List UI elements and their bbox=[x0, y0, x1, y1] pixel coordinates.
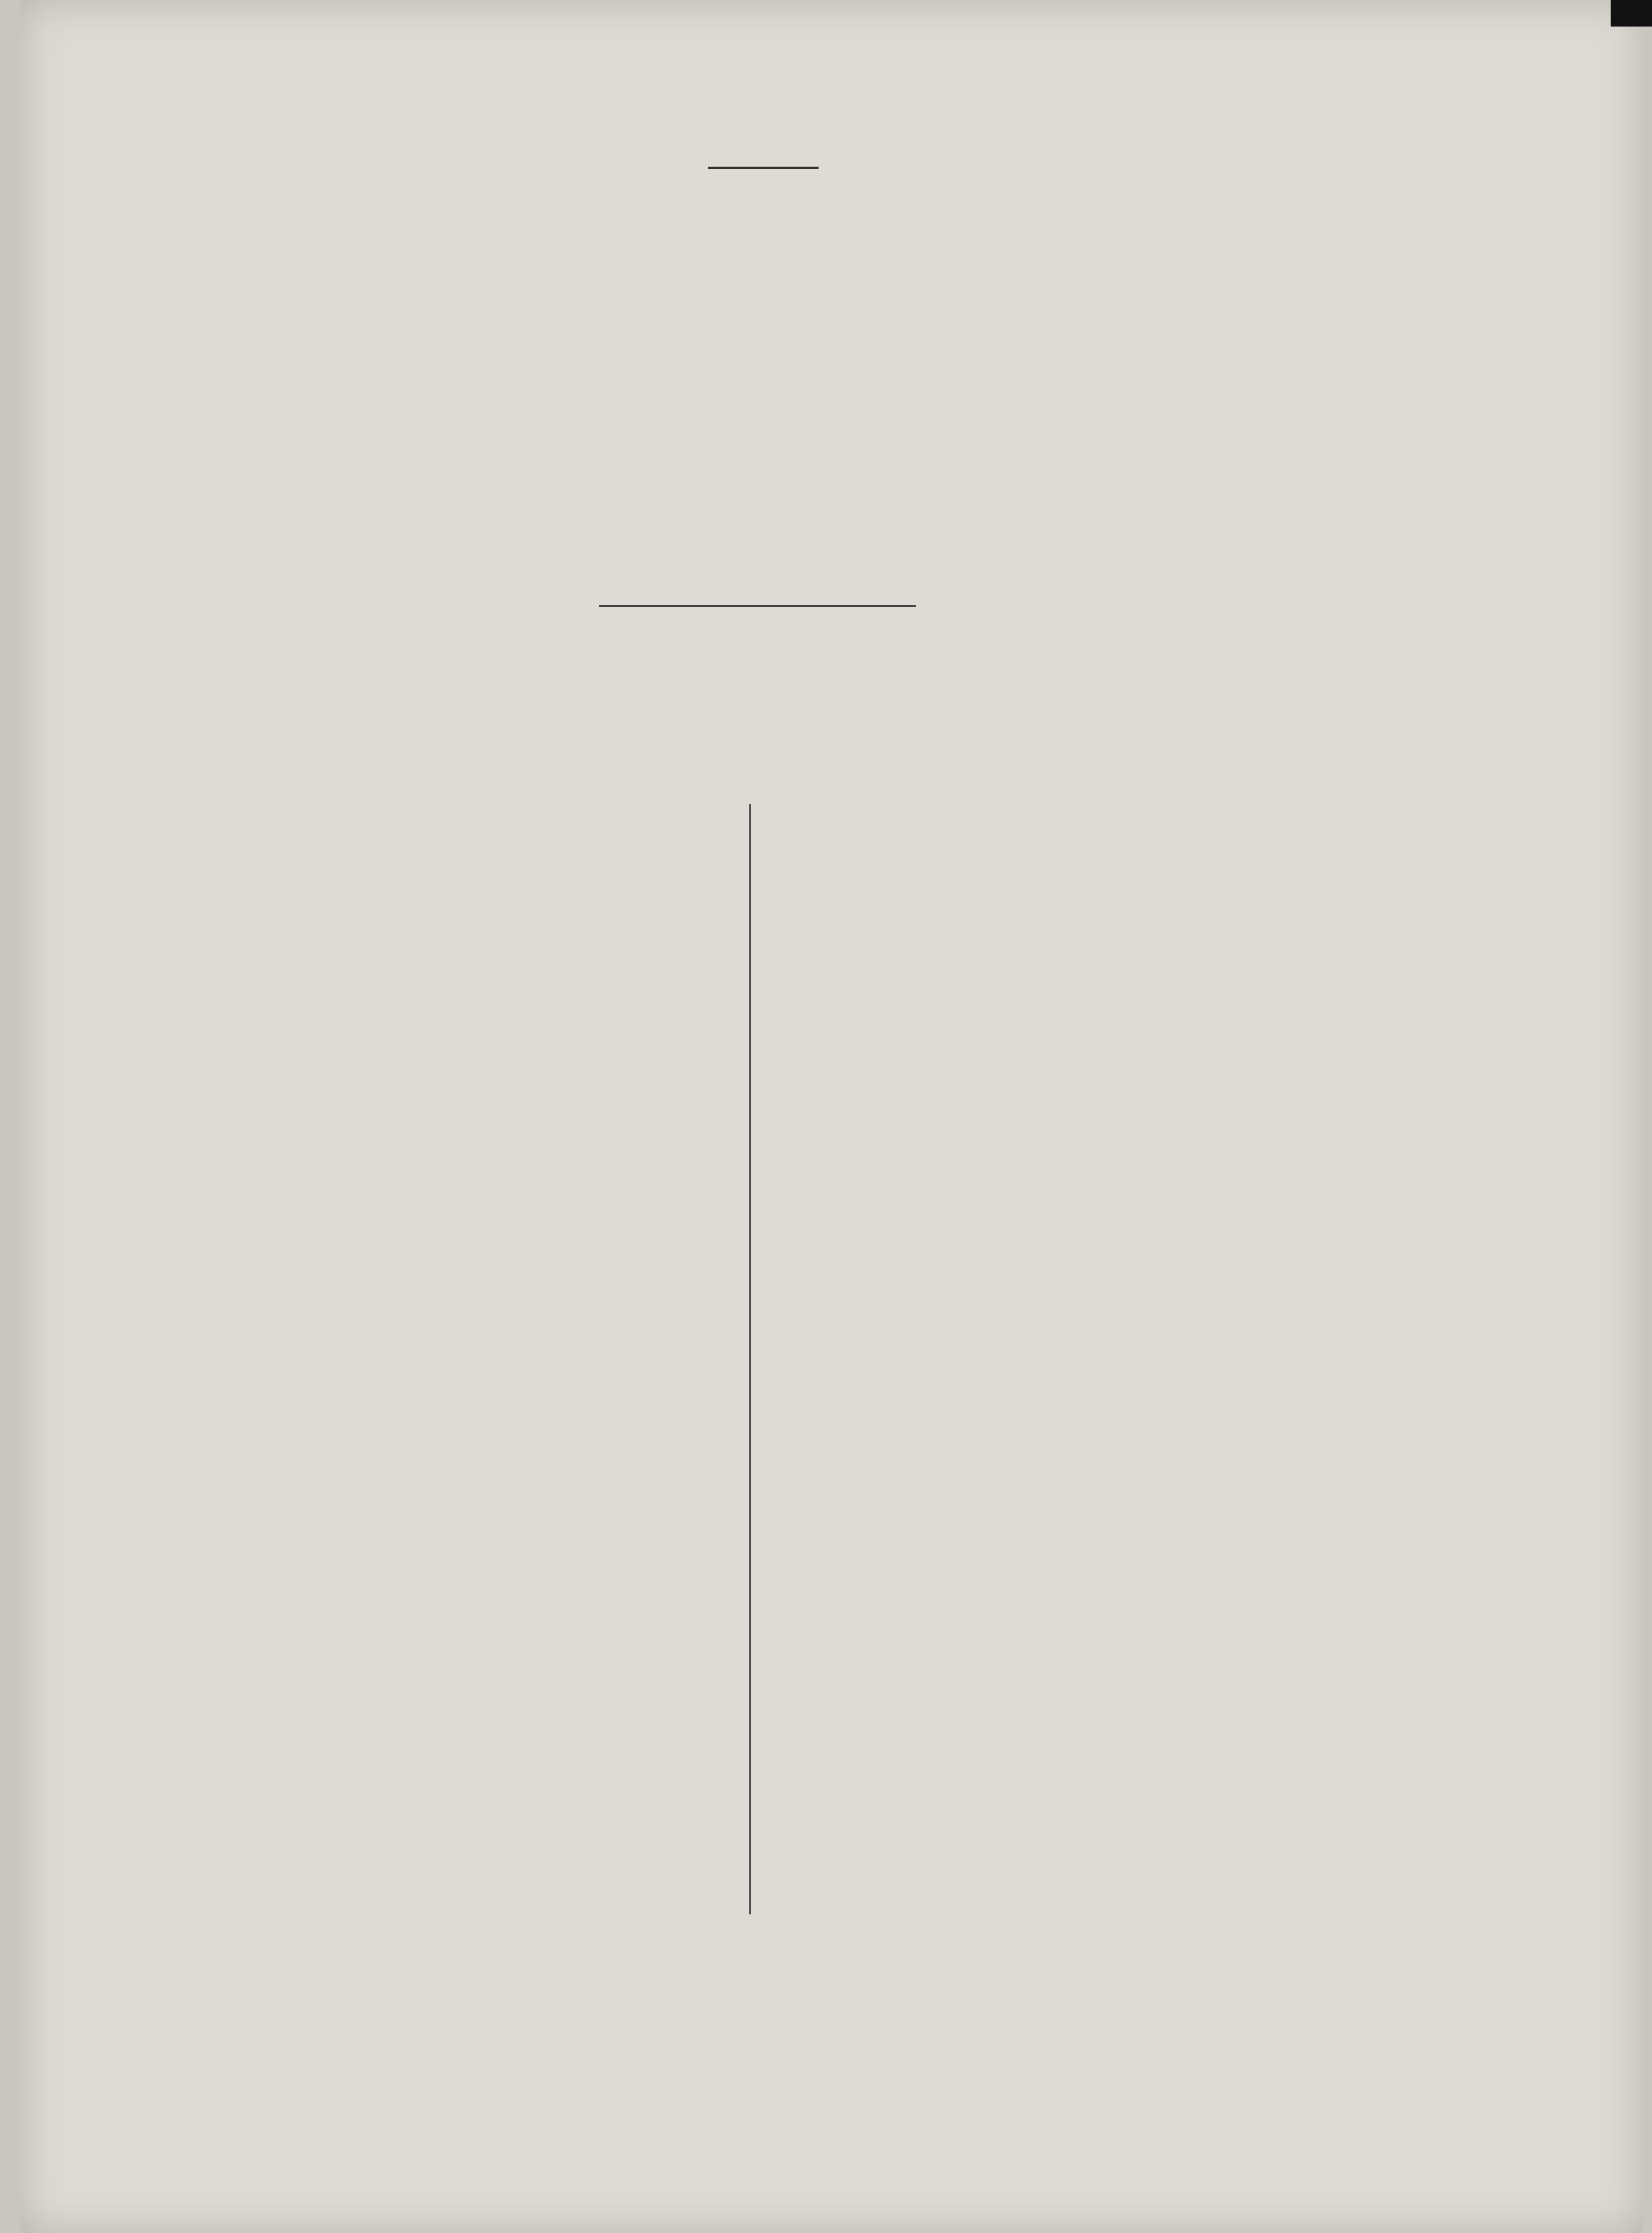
scan-corner-mark bbox=[1611, 0, 1652, 27]
section-divider bbox=[599, 605, 916, 607]
page-number-rule bbox=[708, 167, 819, 169]
column-divider bbox=[749, 804, 751, 1914]
page-sheet bbox=[21, 0, 1643, 2233]
